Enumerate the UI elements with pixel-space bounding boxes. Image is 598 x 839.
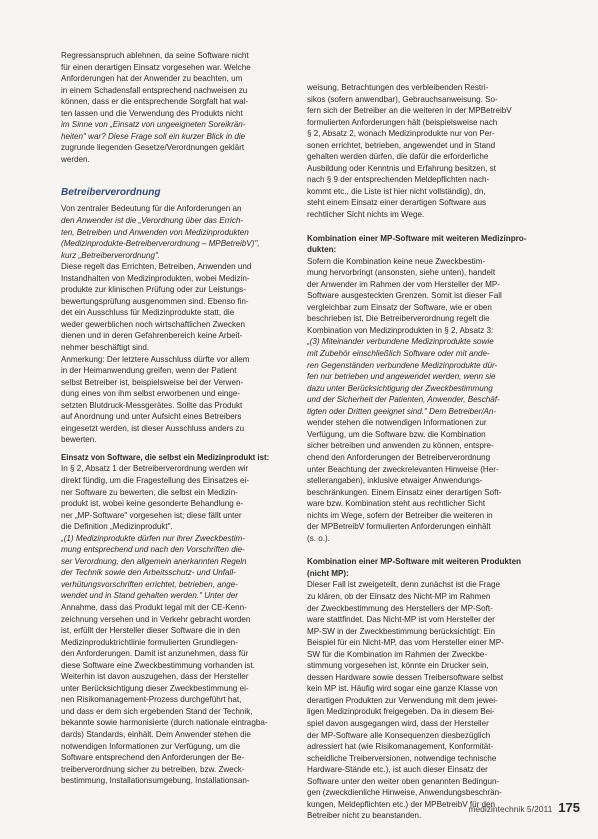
text-line: stellerangaben), inklusive etwaiger Anwendungs- [307, 476, 483, 486]
text-line: weisung, Betrachtungen des verbleibenden Restri- [307, 83, 489, 92]
text-line: scheidliche Treiberversionen, notwendige technische [307, 753, 497, 763]
text-line: MP-SW in der Zweckbestimmung berücksichtigt: Ein [307, 626, 496, 636]
text-line: beschrieben ist. Die Betreiberverordnung regelt die [307, 314, 490, 324]
text-line: eingesetzt werden, ist dieser Ausschluss anders zu [61, 423, 245, 433]
text-line: der MP-Software alle Konsequenzen diesbezüglich [307, 730, 491, 740]
text-line: zugrunde liegenden Gesetze/Verordnungen geklärt [61, 143, 245, 153]
text-line: heiten" war? Diese Frage soll ein kurzer Blick in die [61, 131, 246, 141]
text-line: Betreiber nicht zu beanstanden. [307, 811, 422, 821]
text-line: in einem Schadensfall entsprechend nachweisen zu [61, 85, 248, 95]
text-line: stimmung vorgesehen ist, könnte ein Drucker sein, [307, 661, 489, 671]
text-line: verhütungsvorschriften errichtet, betrieben, ange- [61, 579, 238, 589]
text-line: ren Gegenständen verbundene Medizinprodukte dür- [307, 360, 498, 370]
text-line: ten lassen und die Verwendung des Produkts nicht [61, 108, 243, 118]
text-line: notwendigen Informationen zur Verfügung, um die [61, 741, 241, 751]
text-line: der Zweckbestimmung des Herstellers der MP-Soft- [307, 603, 493, 613]
section-heading: Betreiberverordnung [61, 187, 161, 199]
text-line: § 2, Absatz 2, wonach Medizinprodukte nur von Per- [307, 129, 495, 139]
text-line: wender stehen die notwendigen Informationen zur [307, 418, 487, 428]
page-footer [468, 800, 580, 815]
text-line: Kombination von Medizinprodukten in § 2, Absatz 3: [307, 325, 494, 335]
text-line: ware stattfindet. Das Nicht-MP ist vom Hersteller der [307, 615, 495, 625]
text-line: „(3) Miteinander verbundene Medizinprodukte sowie [307, 337, 494, 347]
text-line: nen Risikomanagement-Prozess durchgeführt hat, [61, 695, 242, 705]
text-line: den Anwender ist die „Verordnung über das Errich- [61, 216, 244, 226]
text-line: selbst Betreiber ist, beispielsweise bei der Verwen- [61, 377, 244, 387]
text-line: dards) Standards, einhält. Dem Anwender stehen die [61, 730, 251, 740]
text-line: gen (zweckdienliche Hinweise, Anwendungsbeschrän- [307, 788, 502, 798]
text-line: Instandhalten von Medizinprodukten, wobei Medizin- [61, 273, 250, 283]
text-line: Dieser Fall ist zweigeteilt, denn zunächst ist die Frage [307, 580, 500, 590]
text-line: dazu unter Berücksichtigung der Zweckbestimmung [307, 383, 493, 393]
text-line: vergleichbar zum Einsatz der Software, wie er oben [307, 302, 492, 312]
text-line: (nicht MP): [307, 568, 349, 578]
text-line: sicher betreiben und anwenden zu können, entspre- [307, 441, 494, 451]
text-line: fern sich der Betreiber an die weiteren in der MPBetreibV [307, 106, 512, 116]
text-line: chend den Anforderungen der Betreiberverordnung [307, 452, 491, 462]
text-line: bekannte sowie harmonisierte (durch nationale eintragba- [61, 718, 268, 728]
text-line: Software entsprechend den Anforderungen der Be- [61, 753, 245, 763]
left-column [61, 50, 289, 787]
text-line: „(1) Medizinprodukte dürfen nur ihrer Zweckbestim- [61, 533, 245, 543]
text-line: diese Software eine Zweckbestimmung vorhanden ist. [61, 660, 255, 670]
text-line: Verfügung, um die Software bzw. die Kombination [307, 429, 486, 439]
text-line: Diese regelt das Errichten, Betreiben, Anwenden und [61, 262, 252, 272]
text-line: wendet und in Stand gehalten werden." Unter der [61, 591, 239, 601]
text-line: (Medizinprodukte-Betreiberverordnung – MPBetreibV)", [61, 239, 260, 249]
text-line: Ausbildung oder Kenntnis und Erfahrung besitzen, st [307, 163, 496, 173]
text-line: produkt ist, wobei keine gesonderte Behandlung e- [61, 499, 244, 509]
text-line: auf Anordnung und unter Aufsicht eines Betreibers [61, 412, 242, 422]
text-line: können, dass er die entsprechende Sorgfalt hat wal- [61, 97, 249, 107]
text-line: den Anforderungen. Damit ist anzunehmen, dass für [61, 649, 249, 659]
left-body-paragraph [61, 203, 289, 445]
text-line: kungen, Meldepflichten etc.) der MPBetreibV für den [307, 799, 496, 809]
text-line: direkt fündig, um die Fragestellung des Einsatzes ei- [61, 476, 250, 485]
text-line: formulierten Anforderungen hält (beispielsweise nach [307, 117, 498, 127]
text-line: nehmer beschäftigt sind. [61, 343, 150, 353]
right-section-1 [307, 256, 535, 545]
text-line: Kombination einer MP-Software mit weiteren Produkten [307, 557, 522, 567]
text-line: sikos (sofern anwendbar), Gebrauchsanweisung. So- [307, 94, 498, 104]
text-line: dienen und in deren Gefahrenbereich keine Arbeit- [61, 331, 243, 341]
text-line: Kombination einer MP-Software mit weiteren Medizinpro- [307, 233, 527, 243]
text-line: det ein Ausschluss für Medizinprodukte statt, die [61, 308, 235, 318]
text-line: Software ausgesteckten Grenzen. Somit ist dieser Fall [307, 291, 502, 301]
text-line: mung hervorbringt (ansonsten, siehe unten), handelt [307, 268, 496, 278]
text-line: steht einem Einsatz einer derartigen Software aus [307, 198, 487, 208]
text-line: unter Beachtung der zweckrelevanten Hinweise (Her- [307, 464, 499, 474]
text-line: bewertungsprüfung ausgenommen sind. Ebenso fin- [61, 296, 249, 306]
right-subheading-1 [307, 233, 535, 256]
page-number: 175 [558, 800, 580, 815]
text-line: zeichnung versehen und in Verkehr gebracht worden [61, 614, 251, 624]
text-line: treiberverordnung sicher zu betreiben, bzw. Zweck- [61, 764, 245, 774]
text-line: SW für die Kombination im Rahmen der Zweckbe- [307, 649, 487, 659]
text-line: (s. o.). [307, 533, 330, 543]
text-line: Anmerkung: Der letztere Ausschluss dürfte vor allem [61, 354, 250, 364]
text-line: rechtlicher Sicht nichts im Wege. [307, 210, 425, 220]
text-line: der MPBetreibV formulierten Anforderungen einhält [307, 522, 491, 532]
text-line: adressiert hat (wie Risikomanagement, Konformität- [307, 742, 494, 752]
text-line: weder gewerblichen noch wirtschaftlichen Zwecken [61, 319, 245, 329]
text-line: kommt etc., die Liste ist hier nicht vollständig), dn, [307, 186, 486, 196]
text-line: dessen Hardware sowie dessen Treibersoftware selbst [307, 672, 504, 682]
text-line: In § 2, Absatz 1 der Betreiberverordnung werden wir [61, 464, 249, 474]
text-line: Weiterhin ist davon auszugehen, dass der Hersteller [61, 672, 249, 682]
text-line: im Sinne von „Einsatz von ungeeigneten Soreikrän- [61, 120, 246, 130]
text-line: dung eines von ihm selbst erworbenen und einge- [61, 389, 241, 399]
text-line: in der Heimanwendung greifen, wenn der Patient [61, 366, 237, 376]
text-line: fen nur betrieben und angewendet werden, wenn sie [307, 372, 496, 382]
text-line: kein MP ist. Häufig wird sogar eine ganze Klasse von [307, 684, 498, 694]
text-line: und der Sicherheit der Patienten, Anwender, Beschäf- [307, 395, 500, 405]
text-line: für einen derartigen Einsatz vorgesehen war. Welche [61, 62, 251, 72]
text-line: unter Berücksichtigung dieser Zweckbestimmung ei- [61, 683, 249, 693]
text-line: ist, erfüllt der Hersteller dieser Software die in den [61, 626, 241, 636]
text-line: tigten oder Dritten geeignet sind." Dem Betreiber/An- [307, 406, 497, 416]
text-line: die Definition „Medizinprodukt". [61, 522, 173, 532]
text-line: ner „MP-Software" vorgesehen ist; diese fällt unter [61, 510, 242, 520]
text-line: ser Verordnung, den allgemein anerkannten Regeln [61, 556, 247, 566]
text-line: zu klären, ob der Einsatz des Nicht-MP im Rahmen [307, 591, 491, 601]
text-line: sonen errichtet, betrieben, angewendet und in Stand [307, 140, 496, 150]
text-line: mit Zubehör einschließlich Software oder mit ande- [307, 349, 490, 359]
text-line: Software unter den weiter oben genannten Bedingun- [307, 776, 500, 786]
right-subheading-2 [307, 556, 535, 579]
left-sub-paragraph [61, 463, 289, 786]
text-line: Hardware-Stände etc.), ist auch dieser Einsatz der [307, 765, 488, 775]
text-line: nach § 9 der entsprechenden Meldepflichten nach- [307, 175, 490, 185]
text-line: ner Software zu bewerten, die selbst ein Medizin- [61, 487, 238, 497]
text-line: Von zentraler Bedeutung für die Anforderungen an [61, 204, 242, 214]
text-line: produkte zur klinischen Prüfung oder zur Leistungs- [61, 285, 246, 295]
text-line: nichts im Wege, sofern der Betreiber die weiteren in [307, 510, 493, 520]
text-line: dukten: [307, 245, 337, 255]
text-line: mung entsprechend und nach den Vorschriften die- [61, 545, 245, 555]
left-intro-paragraph [61, 50, 289, 165]
right-column [307, 82, 535, 822]
journal-name: medizintechnik 5/2011 [468, 804, 553, 814]
text-line: gehalten werden dürfen, die dafür die erforderliche [307, 152, 489, 162]
text-line: werden. [61, 154, 90, 164]
text-line: und dass er dem sich ergebenden Stand der Technik, [61, 706, 253, 716]
text-line: Anforderungen hat der Anwender zu beachten, um [61, 74, 243, 84]
text-line: der Technik sowie den Arbeitsschutz- und Unfall- [61, 568, 236, 578]
text-line: derartigen Produkten zur Verwendung mit dem jewei- [307, 695, 498, 705]
right-section-2 [307, 579, 535, 821]
text-line: bestimmung, Installationsumgebung, Installationsan- [61, 776, 250, 786]
text-line: Beispiel für ein Nicht-MP, das vom Hersteller einer MP- [307, 638, 504, 648]
text-line: beschränkungen. Einem Einsatz einer derartigen Soft- [307, 487, 502, 497]
text-line: Medizinproduktrichtlinie formulierten Grundlegen- [61, 637, 238, 647]
text-line: ligen Medizinprodukt freigegeben. Da in diesem Bei- [307, 707, 495, 717]
text-line: spiel davon ausgegangen wird, dass der Hersteller [307, 718, 489, 728]
text-line: ware bzw. Kombination steht aus rechtlicher Sicht [307, 499, 486, 509]
text-line: Regressanspruch ablehnen, da seine Software nicht [61, 51, 249, 60]
left-subheading: Einsatz von Software, die selbst ein Medizinprodukt ist: [61, 452, 270, 462]
text-line: bewerten. [61, 435, 97, 445]
text-line: der Anwender im Rahmen der vom Hersteller der MP- [307, 279, 500, 289]
right-intro-paragraph [307, 82, 535, 221]
text-line: ten, Betreiben und Anwenden von Medizinprodukten [61, 227, 249, 237]
text-line: kurz „Betreiberverordnung". [61, 250, 161, 260]
text-line: Annahme, dass das Produkt legal mit der CE-Kenn- [61, 603, 247, 613]
text-line: Sofern die Kombination keine neue Zweckbestim- [307, 256, 486, 266]
text-line: setzten Blutdruck-Messgerätes. Sollte das Produkt [61, 400, 243, 410]
